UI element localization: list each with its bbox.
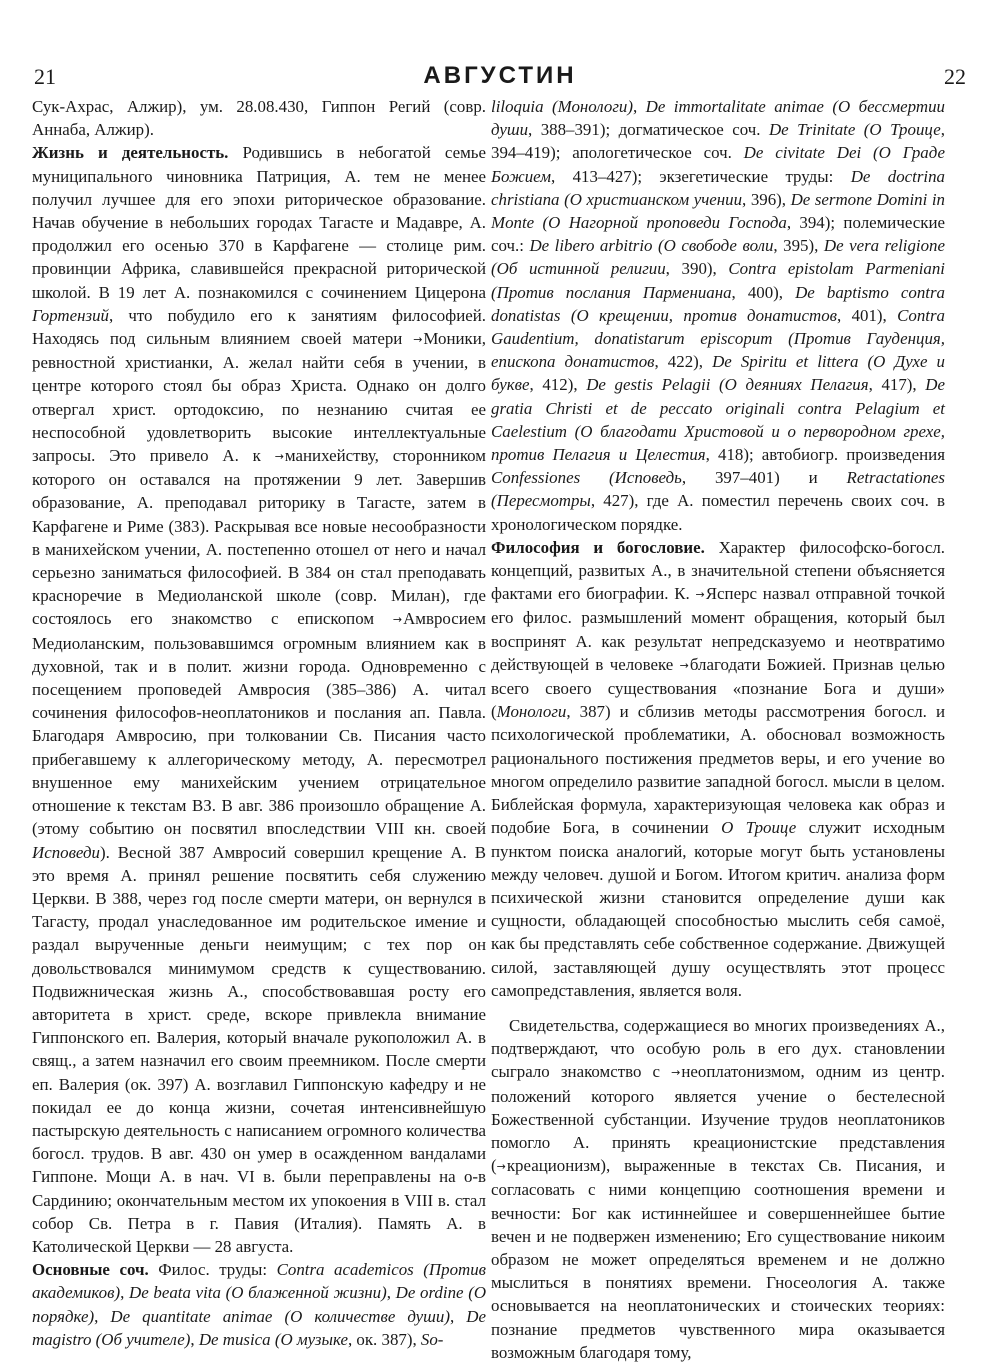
left-column	[32, 95, 486, 1351]
cross-reference-arrow-icon: →	[413, 333, 423, 347]
intro-paragraph: Сук-Ахрас, Алжир), ум. 28.08.430, Гиппон Регий (совр. Аннаба, Алжир).	[32, 97, 486, 140]
section-heading-life: Жизнь и деятельность.	[32, 143, 229, 163]
cross-reference-arrow-icon: →	[679, 658, 689, 672]
page-number-left: 21	[34, 64, 56, 89]
cross-reference-arrow-icon: →	[274, 450, 284, 464]
running-title: АВГУСТИН	[423, 62, 577, 89]
cross-reference-arrow-icon: →	[496, 1160, 506, 1174]
section-heading-works: Основные соч.	[32, 1260, 149, 1280]
works-continued: liloquia (Монологи), De immortalitate animae (О бессмертии души, 388–391); догматическое соч. De Trinitate (О Троице, 394–419); апологетическое соч. De civitate Dei (О Граде Божием, 413–427); экзегетические труды: De doctrina christiana (О христианском учении, 396), De sermone Domini in Monte (О Нагорной проповеди Господа, 394); полемические соч.: De libero arbitrio (О свободе воли, 395), De vera religione (Об истинной религии, 390), Contra epistolam Parmeniani (Против послания Пармениана, 400), De baptismo contra donatistas (О крещении, против донатистов, 401), Contra Gaudentium, donatistarum episcopum (Против Гауденция, епископа донатистов, 422), De Spiritu et littera (О Духе и букве, 412), De gestis Pelagii (О деяниях Пелагия, 417), De gratia Christi et de peccato originali contra Pelagium et Caelestium (О благодати Христовой и о первородном грехе, против Пелагия и Целестия, 418); автобиогр. произведения Confessiones (Исповедь, 397–401) и Retractationes (Пересмотры, 427), где А. поместил перечень своих соч. в хронологическом порядке.	[491, 97, 946, 534]
right-column	[491, 95, 945, 1364]
page-header	[32, 62, 968, 94]
works-section: Основные соч. Филос. труды: Contra academicos (Против академиков), De beata vita (О блаженной жизни), De ordine (О порядке), De quantitate animae (О количестве души), De magistro (Об учителе), De musica (О музыке, ок. 387), So-	[32, 1260, 487, 1349]
cross-reference-arrow-icon: →	[392, 613, 403, 627]
cross-reference-arrow-icon: →	[671, 1066, 681, 1080]
philosophy-section: Философия и богословие. Характер философско-богосл. концепций, развитых А., в значительной степени объясняется фактами его биографии. К. →Ясперс назвал отправной точкой его филос. размышлений момент обращения, который был воспринят А. как результат непредсказуемо и неотвратимо действующей в человеке →благодати Божией. Признав целью всего своего существования «познание Бога и души» (Монологи, 387) и сблизив методы рассмотрения богосл. и психологической проблематики, А. обосновал возможность рационального постижения предметов веры, и его учение во многом определило развитие западной богосл. мысли в целом. Библейская формула, характеризующая человека как образ и подобие Бога, в сочинении О Троице служит исходным пунктом поиска аналогий, которые могут быть установлены между человеч. душой и Богом. Итогом критич. анализа форм психической жизни становится определение души как сущности, обладающей способностью мыслить себя самоё, как бы представлять себе собственное содержание. Движущей силой, заставляющей душу осуществлять этот процесс самопредставления, является воля.	[491, 537, 945, 1000]
page-number-right: 22	[944, 64, 966, 89]
evidence-paragraph: Свидетельства, содержащиеся во многих произведениях А., подтверждают, что особую роль в его дух. становлении сыграло знакомство с →неоплатонизмом, одним из центр. положений которого является учение о бестелесной Божественной субстанции. Изучение трудов неоплатоников помогло А. принять креационистские представления (→креационизм), выраженные в текстах Св. Писания, и согласовать с ними концепцию соотношения времени и вечности: Бог как истиннейшее и совершеннейшее бытие вечен и не подвержен изменению; Его существование никоим образом не может определяться временем и не должно мыслиться в понятиях времени. Гносеология А. также основывается на неоплатонических и стоических теориях: познание предметов чувственного мира оказывается возможным благодаря тому,	[491, 1015, 945, 1362]
life-section: Жизнь и деятельность. Родившись в небогатой семье муниципального чиновника Патриция, А. тем не менее получил лучшее для его эпохи риторическое образование. Начав обучение в небольших городах Тагасте и Мадавре, А. продолжил его осенью 370 в Карфагене — столице рим. провинции Африка, славившейся прекрасной риторической школой. В 19 лет А. познакомился с сочинением Цицерона Гортензий, что побудило его к занятиям философией. Находясь под сильным влиянием своей матери →Моники, ревностной христианки, А. желал найти себя в учении, в центре которого стоял бы образ Христа. Однако он долго отвергал христ. ортодоксию, по незнанию считая ее неспособной удовлетворить высокие интеллектуальные запросы. Это привело А. к →манихейству, сторонником которого он оставался на протяжении 9 лет. Завершив образование, А. преподавал риторику в Тагасте, затем в Карфагене и Риме (383). Раскрывая все новые несообразности в манихейском учении, А. постепенно отошел от него и начал серьезно заниматься философией. В 384 он стал преподавать красноречие в Медиоланской школе (совр. Милан), где состоялось его знакомство с епископом →Амвросием Медиоланским, пользовавшимся огромным влиянием как в духовной, так и в полит. жизни города. Одновременно с посещением проповедей Амвросия (385–386) А. читал сочинения философов-неоплатоников и послания ап. Павла. Благодаря Амвросию, при толковании Св. Писания часто прибегавшему к аллегорическому методу, А. пересмотрел внушенное ему манихейским учением отрицательное отношение к текстам ВЗ. В авг. 386 произошло обращение А. (этому событию он посвятил впоследствии VIII кн. своей Исповеди). Весной 387 Амвросий совершил крещение А. В это время А. принял решение посвятить себя служению Церкви. В 388, через год после смерти матери, он вернулся в Тагасту, продал унаследованное им родительское имение и раздал вырученные деньги неимущим; с тех пор он довольствовался минимумом средств к существованию. Подвижническая жизнь А., способствовавшая росту его авторитета в христ. среде, вскоре привлекла внимание Гиппонского еп. Валерия, который вначале рукоположил А. в свящ., а затем назначил его своим преемником. После смерти еп. Валерия (ок. 397) А. возглавил Гиппонскую кафедру и не покидал ее до конца жизни, сочетая интенсивнейшую пастырскую деятельность с написанием огромного количества богосл. трудов. В авг. 430 он умер в осажденном вандалами Гиппоне. Мощи А. в нач. VI в. были переправлены на о-в Сардинию; окончательным местом их упокоения в VIII в. стал собор Св. Петра в г. Павия (Италия). Память А. в Католической Церкви — 28 августа.	[32, 143, 486, 1256]
cross-reference-arrow-icon: →	[695, 588, 705, 602]
section-heading-philosophy: Философия и богословие.	[491, 537, 705, 557]
